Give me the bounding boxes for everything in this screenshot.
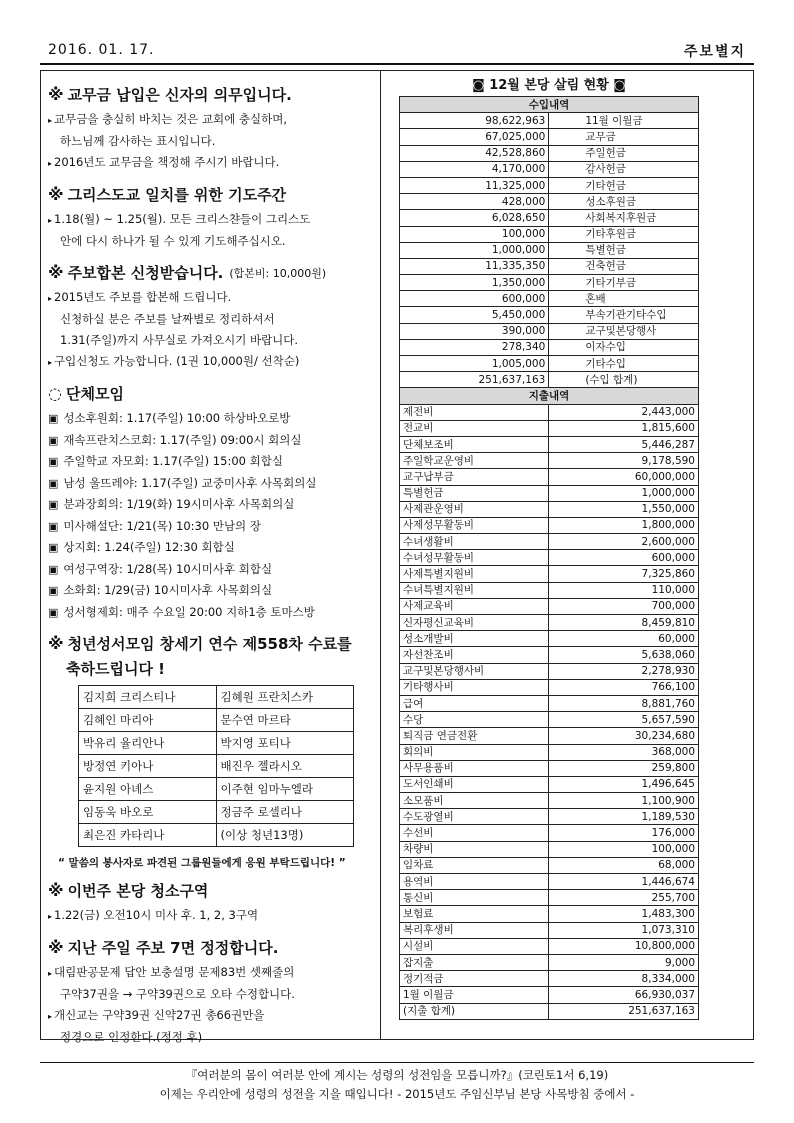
expense-category: 회의비: [400, 744, 549, 760]
income-category: 교구및본당행사: [549, 323, 699, 339]
expense-amount: 1,483,300: [549, 906, 699, 922]
header-rule: [40, 63, 754, 65]
expense-amount: 1,496,645: [549, 776, 699, 792]
expense-category: 도서인쇄비: [400, 776, 549, 792]
finance-column: [399, 74, 699, 1020]
notice-line: 구약37권을 → 구약39권으로 오타 수정합니다.: [60, 987, 295, 1001]
expense-amount: 2,278,930: [549, 663, 699, 679]
meeting-item: ▣ 남성 울뜨레야: 1.17(주일) 교중미사후 사목회의실: [48, 475, 317, 490]
expense-category: 사제관운영비: [400, 501, 549, 517]
book-icon: ▣: [48, 519, 59, 533]
expense-amount: 259,800: [549, 760, 699, 776]
income-header: [400, 97, 699, 113]
income-category: 혼배: [549, 291, 699, 307]
triangle-bullet-icon: ▸: [48, 116, 53, 125]
income-category: 교무금: [549, 129, 699, 145]
income-row: [400, 113, 699, 129]
meeting-item: ▣ 상지회: 1.24(주일) 12:30 회합실: [48, 540, 235, 554]
expense-category: 복리후생비: [400, 922, 549, 938]
income-category: 주일헌금: [549, 145, 699, 161]
income-row: [400, 356, 699, 372]
income-amount: 100,000: [400, 226, 549, 242]
expense-category: 전교비: [400, 420, 549, 436]
expense-category: 사제성무활동비: [400, 517, 549, 533]
meeting-list: [48, 408, 373, 623]
notice-line: 하느님께 감사하는 표시입니다.: [60, 134, 216, 148]
expense-category: 정기적금: [400, 971, 549, 987]
expense-category: 통신비: [400, 890, 549, 906]
triangle-bullet-icon: ▸: [48, 1012, 53, 1021]
income-row: [400, 210, 699, 226]
expense-amount: 60,000,000: [549, 469, 699, 485]
finance-title: ◙ 12월 본당 살림 현황 ◙: [472, 78, 626, 93]
income-category: (수입 합계): [549, 372, 699, 388]
income-row: [400, 258, 699, 274]
expense-row: [400, 809, 699, 825]
notice-line: 1.31(주일)까지 사무실로 가져오시기 바랍니다.: [60, 333, 299, 347]
expense-amount: 8,459,810: [549, 615, 699, 631]
expense-row: [400, 404, 699, 420]
expense-row: [400, 760, 699, 776]
expense-amount: 8,881,760: [549, 695, 699, 711]
expense-amount: 766,100: [549, 679, 699, 695]
income-row: [400, 307, 699, 323]
notice-line: ▸ 2016년도 교무금을 책정해 주시기 바랍니다.: [48, 155, 280, 169]
income-category: 성소후원금: [549, 194, 699, 210]
meeting-item: ▣ 미사해설단: 1/21(목) 10:30 만남의 장: [48, 518, 261, 533]
expense-row: [400, 550, 699, 566]
expense-category: 퇴직금 연금전환: [400, 728, 549, 744]
expense-category: 잡지출: [400, 954, 549, 970]
expense-amount: 1,073,310: [549, 922, 699, 938]
notice-line: ▸ 대림판공문제 답안 보충설명 문제83번 셋째줄의: [48, 965, 295, 979]
expense-category: 용역비: [400, 874, 549, 890]
expense-amount: 5,446,287: [549, 436, 699, 452]
expense-amount: 10,800,000: [549, 938, 699, 954]
table-row: 김혜인 마리아 문수연 마르타: [79, 709, 354, 732]
income-row: [400, 194, 699, 210]
section-meetings-title: ◌ 단체모임: [48, 384, 124, 403]
expense-row: [400, 663, 699, 679]
expense-header-label: 지출내역: [400, 388, 699, 404]
book-icon: ▣: [48, 412, 59, 425]
expense-row: [400, 744, 699, 760]
expense-amount: 68,000: [549, 857, 699, 873]
triangle-bullet-icon: ▸: [48, 294, 53, 303]
table-row: 임동욱 바오로 정금주 로셀리나: [79, 801, 354, 824]
expense-category: 사제특별지원비: [400, 566, 549, 582]
expense-amount: 7,325,860: [549, 566, 699, 582]
expense-category: 교구및본당행사비: [400, 663, 549, 679]
expense-row: [400, 971, 699, 987]
expense-amount: 9,000: [549, 954, 699, 970]
notice-line: ▸ 구입신청도 가능합니다. (1권 10,000원/ 선착순): [48, 354, 300, 368]
expense-row: [400, 582, 699, 598]
expense-amount: 2,600,000: [549, 534, 699, 550]
income-amount: 390,000: [400, 323, 549, 339]
expense-category: 수녀특별지원비: [400, 582, 549, 598]
notice-line: ▸ 2015년도 주보를 합본해 드립니다.: [48, 290, 232, 304]
expense-category: 수녀생활비: [400, 534, 549, 550]
income-category: 기타기부금: [549, 275, 699, 291]
expense-category: 소모품비: [400, 793, 549, 809]
expense-row: [400, 841, 699, 857]
notice-line: 안에 다시 하나가 될 수 있게 기도해주십시오.: [60, 234, 286, 248]
expense-category: 주일학교운영비: [400, 453, 549, 469]
reference-mark-icon: ※: [48, 881, 64, 900]
income-amount: 251,637,163: [400, 372, 549, 388]
expense-row: [400, 874, 699, 890]
book-icon: ▣: [48, 605, 59, 619]
finance-table: [399, 96, 699, 1020]
expense-row: [400, 501, 699, 517]
income-row: [400, 177, 699, 193]
expense-row: [400, 453, 699, 469]
expense-row: [400, 793, 699, 809]
expense-row: [400, 420, 699, 436]
expense-amount: 1,800,000: [549, 517, 699, 533]
footer-rule: [40, 1062, 754, 1063]
income-amount: 67,025,000: [400, 129, 549, 145]
income-amount: 6,028,650: [400, 210, 549, 226]
expense-category: 신자평신교육비: [400, 615, 549, 631]
expense-row: [400, 485, 699, 501]
income-amount: 11,325,000: [400, 177, 549, 193]
income-category: 건축헌금: [549, 258, 699, 274]
meeting-item: ▣ 분과장회의: 1/19(화) 19시미사후 사목회의실: [48, 497, 295, 511]
income-row: [400, 372, 699, 388]
footer-scripture: 『여러분의 몸이 여러분 안에 계시는 성령의 성전임을 모릅니까?』(코린토1서 6,19): [185, 1068, 609, 1082]
expense-row: [400, 566, 699, 582]
meeting-item: ▣ 주일학교 자모회: 1.17(주일) 15:00 회합실: [48, 454, 283, 468]
section-bible-title: ※ 청년성서모임 창세기 연수 제558차 수료를: [48, 634, 352, 653]
expense-category: 차량비: [400, 841, 549, 857]
expense-category: 자선찬조비: [400, 647, 549, 663]
expense-header: [400, 388, 699, 404]
expense-amount: 30,234,680: [549, 728, 699, 744]
expense-category: (지출 합계): [400, 1003, 549, 1019]
income-category: 사회복지후원금: [549, 210, 699, 226]
expense-category: 제전비: [400, 404, 549, 420]
income-amount: 278,340: [400, 339, 549, 355]
notice-line: ▸ 개신교는 구약39권 신약27권 총66권만을: [48, 1008, 265, 1022]
expense-category: 성소개발비: [400, 631, 549, 647]
expense-row: [400, 469, 699, 485]
reference-mark-icon: ※: [48, 634, 64, 653]
meeting-item: ▣ 성서형제회: 매주 수요일 20:00 지하1층 토마스방: [48, 604, 315, 619]
income-category: 기타헌금: [549, 177, 699, 193]
reference-mark-icon: ※: [48, 85, 64, 104]
expense-row: [400, 1003, 699, 1019]
income-amount: 42,528,860: [400, 145, 549, 161]
section-correction-title: ※ 지난 주일 주보 7면 정정합니다.: [48, 938, 279, 957]
income-row: [400, 129, 699, 145]
expense-category: 1월 이월금: [400, 987, 549, 1003]
bulletin-title: 주보별지: [683, 44, 746, 60]
expense-amount: 9,178,590: [549, 453, 699, 469]
section-cleaning-title: ※ 이번주 본당 청소구역: [48, 881, 209, 900]
income-category: 이자수입: [549, 339, 699, 355]
expense-row: [400, 906, 699, 922]
expense-category: 수선비: [400, 825, 549, 841]
expense-amount: 1,189,530: [549, 809, 699, 825]
expense-row: [400, 615, 699, 631]
triangle-bullet-icon: ▸: [48, 159, 53, 168]
income-amount: 1,005,000: [400, 356, 549, 372]
income-amount: 1,350,000: [400, 275, 549, 291]
expense-amount: 60,000: [549, 631, 699, 647]
expense-category: 교구납부금: [400, 469, 549, 485]
income-row: [400, 291, 699, 307]
expense-category: 급여: [400, 695, 549, 711]
expense-category: 사제교육비: [400, 598, 549, 614]
expense-amount: 1,000,000: [549, 485, 699, 501]
expense-category: 수도광열비: [400, 809, 549, 825]
expense-amount: 1,100,900: [549, 793, 699, 809]
income-amount: 5,450,000: [400, 307, 549, 323]
reference-mark-icon: ※: [48, 185, 64, 204]
expense-category: 기타행사비: [400, 679, 549, 695]
section-unity-title: ※ 그리스도교 일치를 위한 기도주간: [48, 185, 287, 204]
income-category: 기타후원금: [549, 226, 699, 242]
notices-column: [48, 78, 373, 1048]
graduates-table: [78, 685, 354, 847]
expense-category: 사무용품비: [400, 760, 549, 776]
support-note: “ 말씀의 봉사자로 파견된 그룹원들에게 응원 부탁드립니다! ”: [58, 857, 346, 869]
income-row: [400, 226, 699, 242]
expense-row: [400, 987, 699, 1003]
expense-row: [400, 712, 699, 728]
income-row: [400, 323, 699, 339]
notice-line: ▸ 교무금을 충실히 바치는 것은 교회에 충실하며,: [48, 112, 288, 126]
book-icon: ▣: [48, 476, 59, 490]
bulletin-date: 2016. 01. 17.: [48, 42, 155, 58]
income-row: [400, 275, 699, 291]
expense-row: [400, 517, 699, 533]
expense-row: [400, 679, 699, 695]
table-row: 김지희 크리스티나 김혜원 프란치스카: [79, 686, 354, 709]
income-category: 11월 이월금: [549, 113, 699, 129]
notice-line: ▸ 1.22(금) 오전10시 미사 후. 1, 2, 3구역: [48, 908, 259, 922]
expense-row: [400, 938, 699, 954]
expense-amount: 1,815,600: [549, 420, 699, 436]
expense-amount: 66,930,037: [549, 987, 699, 1003]
expense-row: [400, 631, 699, 647]
meeting-item: ▣ 성소후원회: 1.17(주일) 10:00 하상바오로방: [48, 411, 291, 425]
expense-amount: 600,000: [549, 550, 699, 566]
book-icon: ▣: [48, 584, 59, 597]
section-tithe-title: ※ 교무금 납입은 신자의 의무입니다.: [48, 85, 292, 104]
expense-category: 특별헌금: [400, 485, 549, 501]
expense-amount: 8,334,000: [549, 971, 699, 987]
reference-mark-icon: ※: [48, 938, 64, 957]
expense-amount: 1,550,000: [549, 501, 699, 517]
book-icon: ▣: [48, 455, 59, 468]
expense-category: 시설비: [400, 938, 549, 954]
expense-category: 임차료: [400, 857, 549, 873]
meeting-item: ▣ 소화회: 1/29(금) 10시미사후 사목회의실: [48, 583, 273, 597]
income-amount: 600,000: [400, 291, 549, 307]
expense-row: [400, 890, 699, 906]
expense-row: [400, 647, 699, 663]
table-row: 최은진 카타리나 (이상 청년13명): [79, 824, 354, 847]
expense-row: [400, 954, 699, 970]
income-row: [400, 161, 699, 177]
income-row: [400, 339, 699, 355]
expense-amount: 5,638,060: [549, 647, 699, 663]
book-icon: ▣: [48, 498, 59, 511]
income-amount: 98,622,963: [400, 113, 549, 129]
expense-amount: 368,000: [549, 744, 699, 760]
expense-category: 단체보조비: [400, 436, 549, 452]
expense-category: 수당: [400, 712, 549, 728]
income-category: 특별헌금: [549, 242, 699, 258]
income-category: 부속기관기타수입: [549, 307, 699, 323]
expense-amount: 1,446,674: [549, 874, 699, 890]
expense-amount: 251,637,163: [549, 1003, 699, 1019]
income-category: 감사헌금: [549, 161, 699, 177]
expense-category: 보험료: [400, 906, 549, 922]
income-amount: 428,000: [400, 194, 549, 210]
expense-amount: 700,000: [549, 598, 699, 614]
expense-amount: 100,000: [549, 841, 699, 857]
expense-amount: 2,443,000: [549, 404, 699, 420]
notice-line: 정경으로 인정한다.(정정 후): [60, 1030, 203, 1044]
column-divider: [380, 70, 381, 1040]
expense-row: [400, 728, 699, 744]
expense-amount: 176,000: [549, 825, 699, 841]
expense-amount: 5,657,590: [549, 712, 699, 728]
book-icon: ▣: [48, 562, 59, 576]
table-row: 방정연 키아나 배진우 젤라시오: [79, 755, 354, 778]
notice-line: 신청하실 분은 주보를 날짜별로 정리하셔서: [60, 312, 275, 326]
income-row: [400, 145, 699, 161]
expense-row: [400, 857, 699, 873]
notice-line: ▸ 1.18(월) ~ 1.25(월). 모든 크리스챤들이 그리스도: [48, 212, 311, 226]
triangle-bullet-icon: ▸: [48, 969, 53, 978]
expense-category: 수녀성무활동비: [400, 550, 549, 566]
section-binding-title: ※ 주보합본 신청받습니다. (합본비: 10,000원): [48, 263, 327, 282]
expense-row: [400, 436, 699, 452]
income-row: [400, 242, 699, 258]
expense-row: [400, 598, 699, 614]
sun-icon: ◌: [48, 384, 62, 403]
section-bible-title-cont: 축하드립니다 !: [66, 660, 166, 678]
table-row: 박유리 율리안나 박지영 포티나: [79, 732, 354, 755]
expense-row: [400, 534, 699, 550]
expense-row: [400, 922, 699, 938]
book-icon: ▣: [48, 541, 59, 554]
expense-row: [400, 776, 699, 792]
reference-mark-icon: ※: [48, 263, 64, 282]
meeting-item: ▣ 재속프란치스코회: 1.17(주일) 09:00시 회의실: [48, 432, 302, 447]
expense-amount: 255,700: [549, 890, 699, 906]
triangle-bullet-icon: ▸: [48, 216, 53, 225]
triangle-bullet-icon: ▸: [48, 912, 53, 921]
income-category: 기타수입: [549, 356, 699, 372]
income-amount: 11,335,350: [400, 258, 549, 274]
income-amount: 4,170,000: [400, 161, 549, 177]
book-icon: ▣: [48, 433, 59, 447]
triangle-bullet-icon: ▸: [48, 358, 53, 367]
table-row: 윤지원 아녜스 이주현 임마누엘라: [79, 778, 354, 801]
income-amount: 1,000,000: [400, 242, 549, 258]
expense-row: [400, 825, 699, 841]
footer-motto: 이제는 우리안에 성령의 성전을 지을 때입니다! - 2015년도 주임신부님 본당 사목방침 중에서 -: [159, 1087, 635, 1101]
expense-row: [400, 695, 699, 711]
income-header-label: 수입내역: [400, 97, 699, 113]
expense-amount: 110,000: [549, 582, 699, 598]
meeting-item: ▣ 여성구역장: 1/28(목) 10시미사후 회합실: [48, 561, 273, 576]
